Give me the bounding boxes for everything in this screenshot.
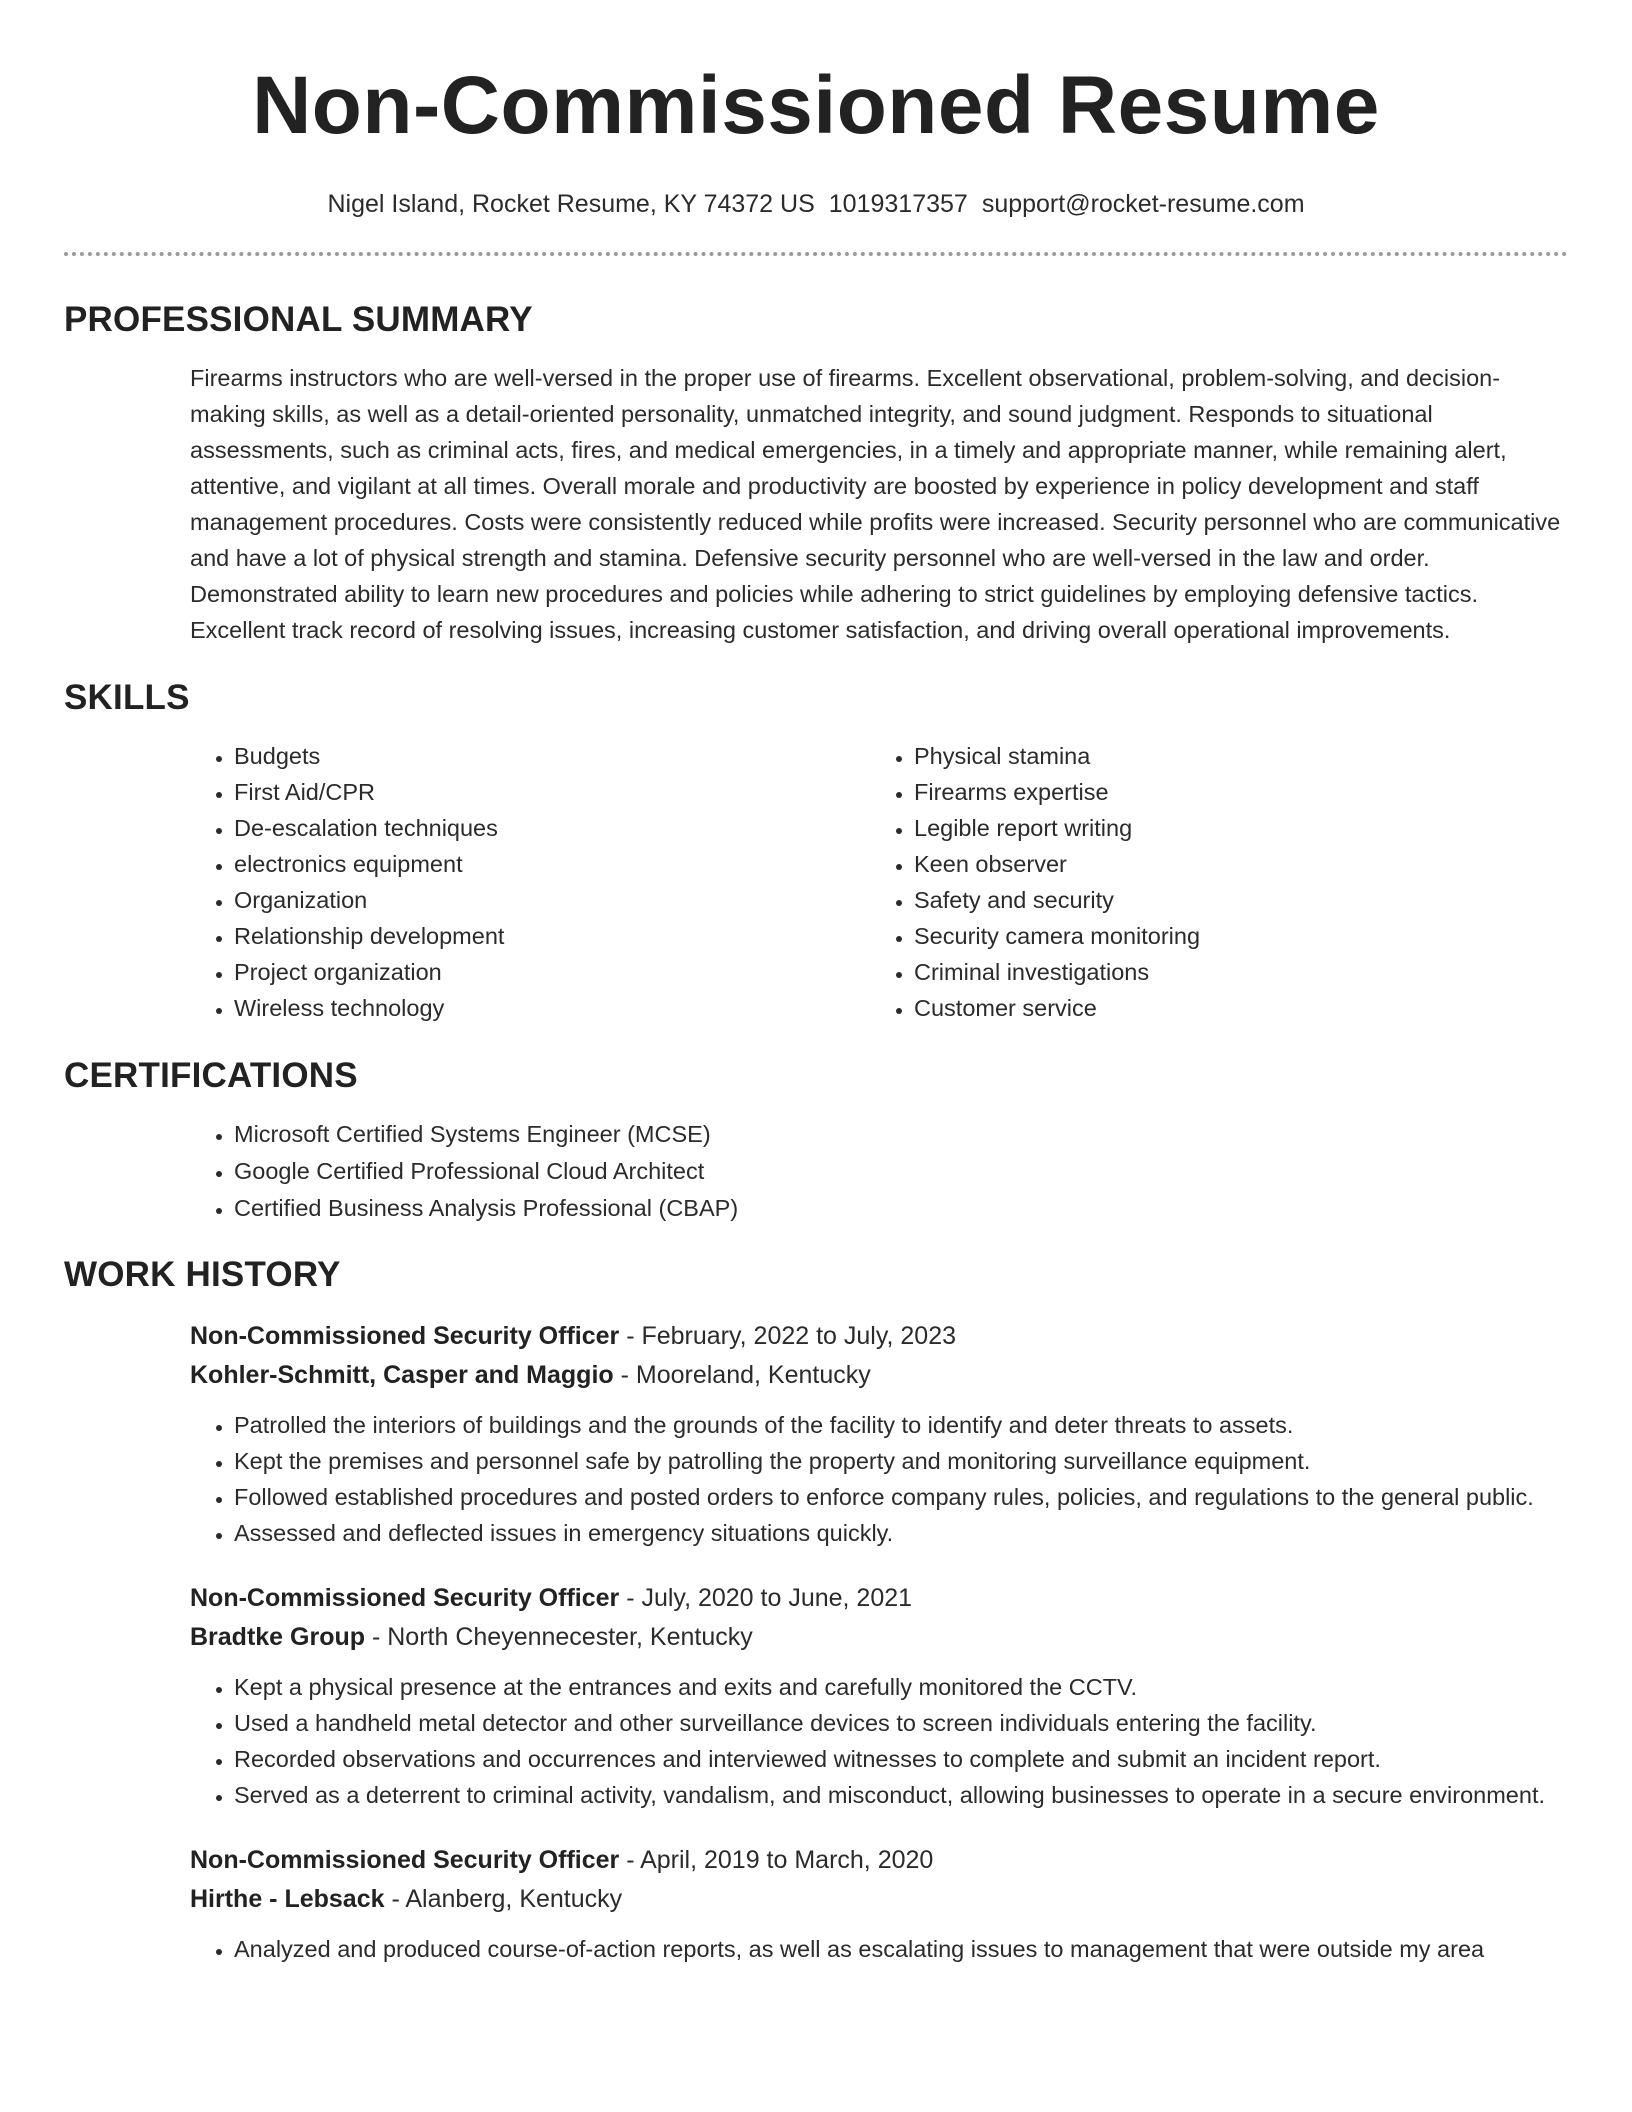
job-title: Non-Commissioned Security Officer xyxy=(190,1322,620,1350)
job-dates: February, 2022 to July, 2023 xyxy=(641,1322,957,1350)
skill-item: • Legible report writing xyxy=(914,810,1550,846)
job-bullet: • Recorded observations and occurrences and interviewed witnesses to complete and submit an incident report. xyxy=(234,1741,1568,1777)
job-bullet: • Used a handheld metal detector and other surveillance devices to screen individuals entering the facility. xyxy=(234,1705,1568,1741)
summary-text: Firearms instructors who are well-versed in the proper use of firearms. Excellent observational, problem-solving, and decision-making skills, as well as a detail-oriented personality, unmatched integrity, and sound judgment. Responds to situational assessments, such as criminal acts, fires, and medical emergencies, in a timely and appropriate manner, while remaining alert, attentive, and vigilant at all times. Overall morale and productivity are boosted by experience in policy development and staff management procedures. Costs were consistently reduced while profits were increased. Security personnel who are communicative and have a lot of physical strength and stamina. Defensive security personnel who are well-versed in the law and order. Demonstrated ability to learn new procedures and policies while adhering to strict guidelines by employing defensive tactics. Excellent track record of resolving issues, increasing customer satisfaction, and driving overall operational improvements. xyxy=(190,365,1561,643)
section-heading-skills: SKILLS xyxy=(64,678,190,717)
skill-item: • Security camera monitoring xyxy=(914,918,1550,954)
job-bullets xyxy=(190,1669,1568,1813)
contact-email[interactable]: support@rocket-resume.com xyxy=(981,190,1305,218)
skill-item: • Wireless technology xyxy=(234,990,870,1026)
skill-item: • Safety and security xyxy=(914,882,1550,918)
section-heading-certifications: CERTIFICATIONS xyxy=(64,1056,358,1095)
skill-item: • Organization xyxy=(234,882,870,918)
job-dates: July, 2020 to June, 2021 xyxy=(641,1584,913,1612)
skill-item: • Criminal investigations xyxy=(914,954,1550,990)
section-heading-work-history: WORK HISTORY xyxy=(64,1255,341,1294)
skill-item: • electronics equipment xyxy=(234,846,870,882)
job-bullets xyxy=(190,1931,1568,1967)
header-divider xyxy=(64,252,1568,256)
job-company: Kohler-Schmitt, Casper and Maggio xyxy=(190,1361,614,1389)
contact-phone: 1019317357 xyxy=(828,190,968,218)
certification-item: • Certified Business Analysis Professional (CBAP) xyxy=(234,1190,1568,1227)
job-bullet: • Kept the premises and personnel safe by patrolling the property and monitoring surveillance equipment. xyxy=(234,1443,1568,1479)
resume-page xyxy=(64,0,1568,1967)
job-bullet: • Kept a physical presence at the entrances and exits and carefully monitored the CCTV. xyxy=(234,1669,1568,1705)
job-company: Hirthe - Lebsack xyxy=(190,1885,385,1913)
job-bullet: • Served as a deterrent to criminal activity, vandalism, and misconduct, allowing businesses to operate in a secure environment. xyxy=(234,1777,1568,1813)
certification-item: • Google Certified Professional Cloud Architect xyxy=(234,1153,1568,1190)
skill-item: • Keen observer xyxy=(914,846,1550,882)
contact-line xyxy=(64,188,1568,220)
job-bullet: • Patrolled the interiors of buildings and the grounds of the facility to identify and deter threats to assets. xyxy=(234,1407,1568,1443)
job-entry xyxy=(190,1317,1568,1551)
job-title-line: Non-Commissioned Security Officer - April, 2019 to March, 2020 xyxy=(190,1846,934,1874)
section-heading-summary: PROFESSIONAL SUMMARY xyxy=(64,300,533,339)
job-bullet: • Analyzed and produced course-of-action reports, as well as escalating issues to management that were outside my area xyxy=(234,1931,1568,1967)
certifications-list xyxy=(190,1116,1568,1227)
job-dates: April, 2019 to March, 2020 xyxy=(640,1846,934,1874)
job-company: Bradtke Group xyxy=(190,1623,366,1651)
job-bullet: • Assessed and deflected issues in emergency situations quickly. xyxy=(234,1515,1568,1551)
job-entry xyxy=(190,1841,1568,1967)
skill-item: • Firearms expertise xyxy=(914,774,1550,810)
skills-columns xyxy=(190,738,1568,1026)
job-title-line: Non-Commissioned Security Officer - February, 2022 to July, 2023 xyxy=(190,1322,957,1350)
skills-list-left xyxy=(190,738,870,1026)
job-company-line: Hirthe - Lebsack - Alanberg, Kentucky xyxy=(190,1885,623,1913)
skills-list-right xyxy=(870,738,1550,1026)
job-bullets xyxy=(190,1407,1568,1551)
resume-title: Non-Commissioned Resume xyxy=(252,60,1380,151)
contact-address: Nigel Island, Rocket Resume, KY 74372 US xyxy=(327,190,815,218)
job-entry xyxy=(190,1579,1568,1813)
skill-item: • Customer service xyxy=(914,990,1550,1026)
skill-item: • First Aid/CPR xyxy=(234,774,870,810)
job-title: Non-Commissioned Security Officer xyxy=(190,1584,620,1612)
skill-item: • De-escalation techniques xyxy=(234,810,870,846)
job-title-line: Non-Commissioned Security Officer - July, 2020 to June, 2021 xyxy=(190,1584,913,1612)
job-location: North Cheyennecester, Kentucky xyxy=(387,1623,753,1651)
job-title: Non-Commissioned Security Officer xyxy=(190,1846,620,1874)
job-company-line: Bradtke Group - North Cheyennecester, Kentucky xyxy=(190,1623,753,1651)
job-location: Mooreland, Kentucky xyxy=(635,1361,871,1389)
skill-item: • Budgets xyxy=(234,738,870,774)
skill-item: • Project organization xyxy=(234,954,870,990)
job-bullet: • Followed established procedures and posted orders to enforce company rules, policies, and regulations to the general public. xyxy=(234,1479,1568,1515)
certification-item: • Microsoft Certified Systems Engineer (MCSE) xyxy=(234,1116,1568,1153)
skill-item: • Relationship development xyxy=(234,918,870,954)
skill-item: • Physical stamina xyxy=(914,738,1550,774)
job-company-line: Kohler-Schmitt, Casper and Maggio - Mooreland, Kentucky xyxy=(190,1361,871,1389)
job-location: Alanberg, Kentucky xyxy=(405,1885,623,1913)
